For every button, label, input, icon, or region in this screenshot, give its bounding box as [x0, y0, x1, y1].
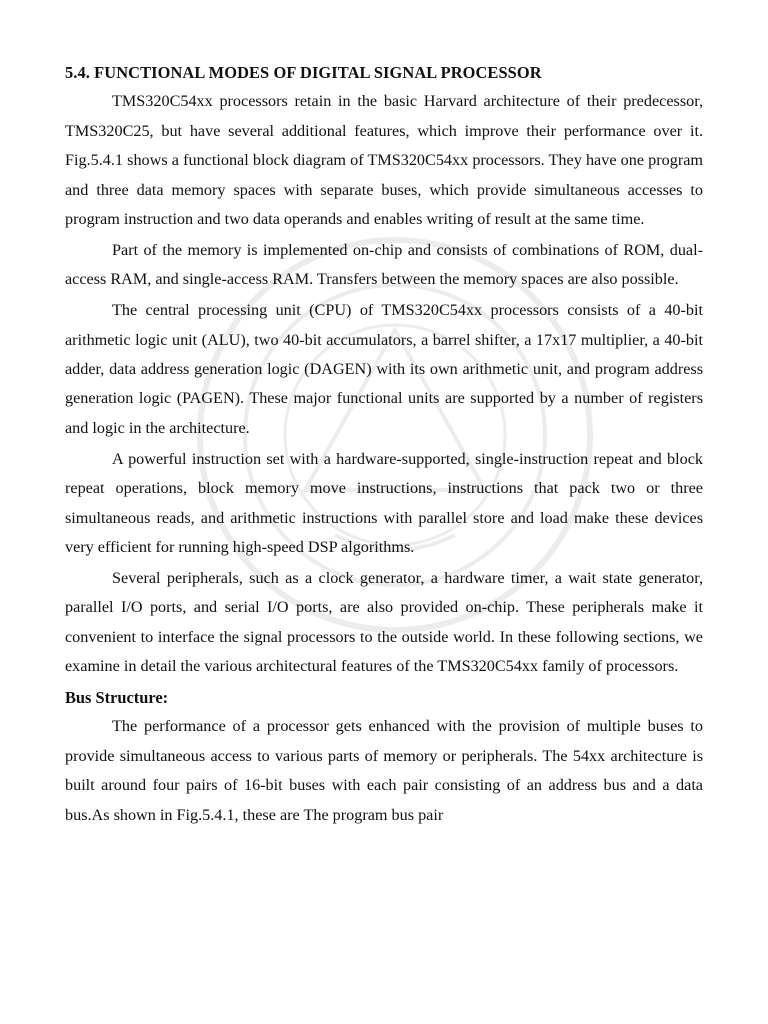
paragraph-peripherals: Several peripherals, such as a clock generator, a hardware timer, a wait state generator, parallel I/O ports, and serial I/O ports, are also provided on-chip. These peripherals make it convenient to interface the signal processors to the outside world. In these following sections, we examine in detail the various architectural features of the TMS320C54xx family of processors. — [65, 568, 703, 676]
section-heading: 5.4. FUNCTIONAL MODES OF DIGITAL SIGNAL PROCESSOR — [65, 63, 542, 82]
bus-structure-heading: Bus Structure: — [65, 688, 169, 708]
paragraph-intro: TMS320C54xx processors retain in the basic Harvard architecture of their predecessor, TMS320C25, but have several additional features, which improve their performance over it. Fig.5.4.1 shows a functional block diagram of TMS320C54xx processors. They have one program and three data memory spaces with separate buses, which provide simultaneous accesses to program instruction and two data operands and enables writing of result at the same time. — [65, 92, 703, 229]
paragraph-instruction-set: A powerful instruction set with a hardware-supported, single-instruction repeat and block repeat operations, block memory move instructions, instructions that pack two or three simultaneous reads, and arithmetic instructions with parallel store and load make these devices very efficient for running high-speed DSP algorithms. — [65, 449, 703, 556]
document-page — [65, 58, 703, 832]
paragraph-cpu: The central processing unit (CPU) of TMS320C54xx processors consists of a 40-bit arithmetic logic unit (ALU), two 40-bit accumulators, a barrel shifter, a 17x17 multiplier, a 40-bit adder, data address generation logic (DAGEN) with its own arithmetic unit, and program address generation logic (PAGEN). These major functional units are supported by a number of registers and logic in the architecture. — [65, 301, 703, 437]
paragraph-bus-structure: The performance of a processor gets enhanced with the provision of multiple buses to provide simultaneous access to various parts of memory or peripherals. The 54xx architecture is built around four pairs of 16-bit buses with each pair consisting of an address bus and a data bus.As shown in Fig.5.4.1, these are The program bus pair — [65, 717, 703, 824]
paragraph-memory: Part of the memory is implemented on-chip and consists of combinations of ROM, dual-access RAM, and single-access RAM. Transfers between the memory spaces are also possible. — [65, 240, 703, 289]
